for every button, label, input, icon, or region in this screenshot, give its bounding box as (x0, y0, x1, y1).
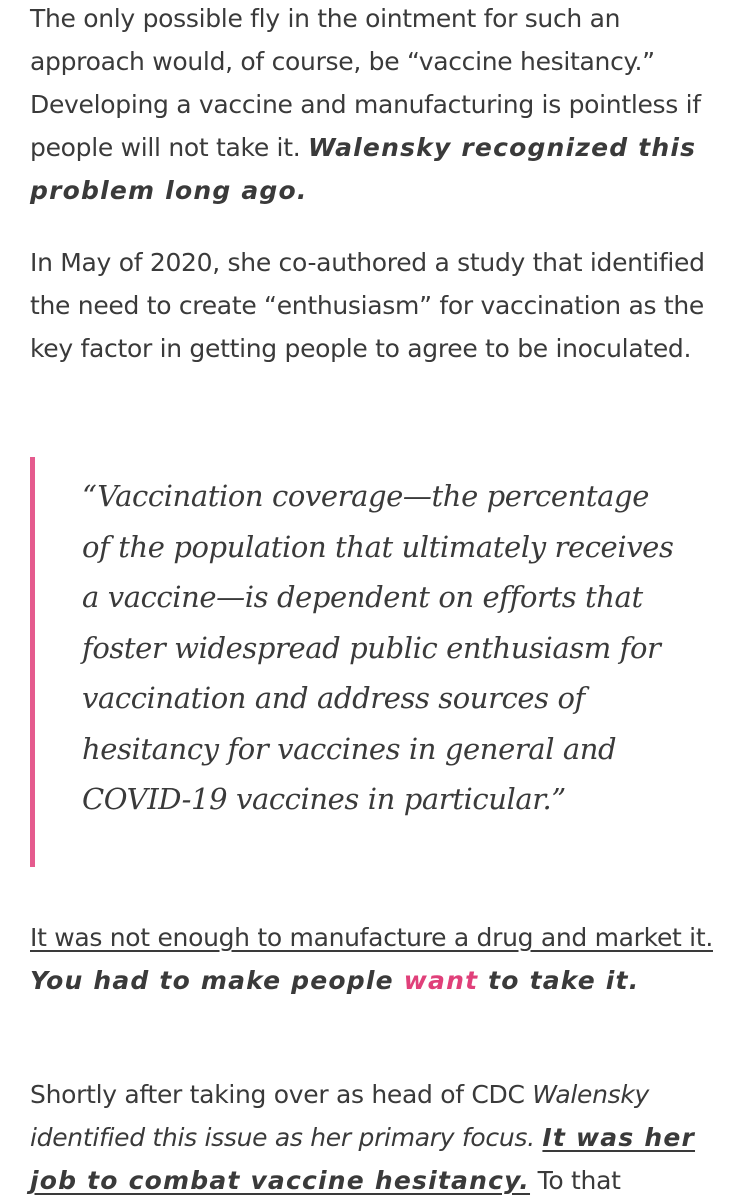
paragraph-text: Shortly after taking over as head of CDC (30, 1080, 533, 1109)
paragraph-text: The only possible fly in the ointment for such an approach would, of course, be “vaccine hesitancy.” Developing a vaccine and manufacturing is pointless if people will not take it. (30, 4, 701, 162)
italic-primary-focus: Walensky identified this issue as her primary focus. (30, 1080, 650, 1152)
emphasis-combat-hesitancy: It was her job to combat vaccine hesitancy. (30, 1123, 696, 1195)
underlined-statement: It was not enough to manufacture a drug and market it. (30, 923, 713, 952)
paragraph-primary-focus (30, 1073, 720, 1202)
blockquote-text: “Vaccination coverage—the percentage of the population that ultimately receives a vaccine—is dependent on efforts that foster widespread public enthusiasm for vaccination and address sources of hesitancy for vaccines in general and COVID-19 vaccines in particular.” (82, 479, 674, 816)
emphasis-make-people-want (30, 966, 639, 995)
paragraph-may-2020-study (30, 241, 720, 370)
emphasis-text: to take it. (478, 966, 640, 995)
paragraph-vaccine-hesitancy (30, 0, 720, 212)
paragraph-text: To that (530, 1166, 621, 1195)
emphasis-want-highlight: want (403, 966, 479, 995)
paragraph-make-people-want (30, 916, 720, 1002)
emphasis-text: You had to make people (30, 966, 404, 995)
blockquote (30, 457, 720, 867)
emphasis-walensky-recognized: Walensky recognized this problem long ago. (30, 133, 697, 205)
blockquote-accent-bar (30, 457, 35, 867)
paragraph-text: In May of 2020, she co-authored a study that identified the need to create “enthusiasm” for vaccination as the key factor in getting people to agree to be inoculated. (30, 248, 705, 363)
